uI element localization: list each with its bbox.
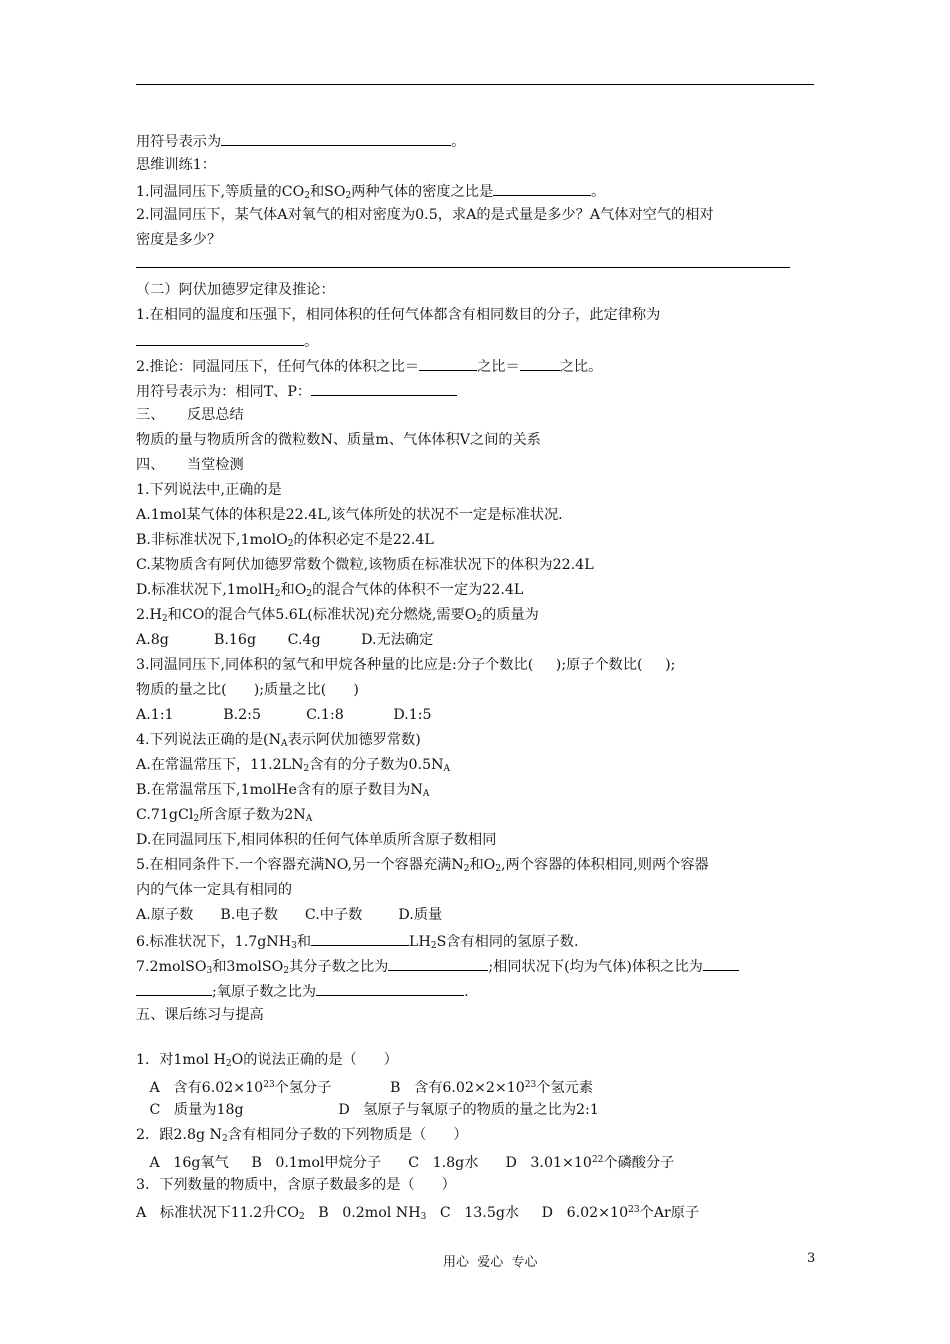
answer-blank[interactable]: [311, 930, 409, 946]
text-line: 用符号表示为 。: [136, 130, 465, 152]
text-line: 1.同温同压下,等质量的$CO_2$和$SO_2$两种气体的密度之比是 。: [136, 180, 605, 206]
page-number: 3: [807, 1251, 816, 1266]
question: 5.在相同条件下.一个容器充满NO,另一个容器充满$N_2$和$O_2$,两个容器的体积相同,则两个容器: [136, 857, 709, 874]
option: A.1mol某气体的体积是22.4L,该气体所处的状况不一定是标准状况.: [136, 507, 563, 523]
answer-blank[interactable]: [419, 355, 477, 371]
question: 4.下列说法正确的是($N_A$表示阿伏加德罗常数): [136, 732, 421, 749]
question: 1.下列说法中,正确的是: [136, 482, 282, 498]
option: D.在同温同压下,相同体积的任何气体单质所含原子数相同: [136, 832, 497, 848]
answer-blank[interactable]: [388, 955, 488, 971]
answer-blank[interactable]: [311, 380, 457, 396]
option: A.8g B.16g C.4g D.无法确定: [136, 632, 434, 648]
answer-blank[interactable]: [136, 980, 212, 996]
footer-motto: 用心 爱心 专心: [443, 1255, 538, 1270]
option: C 质量为18g D 氢原子与氧原子的物质的量之比为2:1: [136, 1102, 599, 1118]
section-heading: 三、 反思总结: [136, 407, 244, 423]
answer-blank[interactable]: [316, 980, 464, 996]
answer-blank[interactable]: [520, 355, 560, 371]
question: $2.H_2$和CO的混合气体5.6L(标准状况)充分燃烧,需要$O_2$的质量为: [136, 607, 539, 624]
text-line: 密度是多少？: [136, 232, 222, 248]
option: A 含有$6.02\times 10^{23}$个氢分子 B 含有$6.02\times 2\times 10^{23}$个氢元素: [136, 1080, 594, 1096]
option: A.在常温常压下，$11.2LN_2$含有的分子数为$0.5N_A$: [136, 757, 451, 774]
question: 物质的量之比( );质量之比( ): [136, 682, 359, 698]
question: 3．下列数量的物质中，含原子数最多的是（ ）: [136, 1177, 456, 1193]
answer-blank[interactable]: [136, 330, 304, 346]
text-line: 用符号表示为：相同T、P：: [136, 380, 457, 402]
option: A.1:1 B.2:5 C.1:8 D.1:5: [136, 707, 432, 723]
question: 1．对1mol $H_2O$的说法正确的是（ ）: [136, 1052, 398, 1069]
question: 2．跟2.8g $N_2$含有相同分子数的下列物质是（ ）: [136, 1127, 468, 1144]
answer-rule: [136, 267, 790, 268]
text-line: 2.推论：同温同压下，任何气体的体积之比＝ 之比＝ 之比。: [136, 355, 602, 377]
section-heading: 五、课后练习与提高: [136, 1007, 264, 1023]
option: B.非标准状况下,1molO$_2$的体积必定不是22.4L: [136, 532, 434, 549]
option: C.某物质含有阿伏加德罗常数个微粒,该物质在标准状况下的体积为22.4L: [136, 557, 594, 573]
option: A 16g氧气 B 0.1mol甲烷分子 C 1.8g水 D $3.01\times 10^{22}$个磷酸分子: [136, 1155, 675, 1171]
answer-blank[interactable]: [703, 955, 739, 971]
question: 7.2molSO$_3$和3molSO$_2$其分子数之比为 ;相同状况下(均为气体)体积之比为: [136, 955, 739, 981]
option: D.标准状况下,1molH$_2$和$O_2$的混合气体的体积不一定为22.4L: [136, 582, 524, 599]
text-line: 物质的量与物质所含的微粒数N、质量m、气体体积V之间的关系: [136, 432, 541, 448]
text-line: 1.在相同的温度和压强下，相同体积的任何气体都含有相同数目的分子，此定律称为: [136, 307, 661, 323]
question: 3.同温同压下,同体积的氢气和甲烷各种量的比应是:分子个数比( );原子个数比( );: [136, 657, 676, 673]
text-line: 。: [136, 330, 318, 352]
option: B.在常温常压下,1molHe含有的原子数目为$N_A$: [136, 782, 430, 799]
question: ;氧原子数之比为 .: [136, 980, 469, 1002]
option: A 标准状况下11.2升$CO_2$ B 0.2mol $NH_3$ C 13.5g水 D $6.02\times 10^{23}$个Ar原子: [136, 1205, 700, 1222]
text-line: 思维训练1：: [136, 157, 216, 173]
question: 6.标准状况下，1.7gNH$_3$和 $LH_2S$含有相同的氢原子数.: [136, 930, 578, 956]
option: A.原子数 B.电子数 C.中子数 D.质量: [136, 907, 443, 923]
answer-blank[interactable]: [493, 180, 591, 196]
section-heading: 四、 当堂检测: [136, 457, 244, 473]
option: C.71gCl$_2$所含原子数为$2N_A$: [136, 807, 313, 824]
header-rule: [136, 84, 814, 85]
section-heading: （二）阿伏加德罗定律及推论：: [136, 282, 335, 298]
answer-blank[interactable]: [221, 130, 451, 146]
text-line: 2.同温同压下，某气体A对氧气的相对密度为0.5，求A的是式量是多少？A气体对空气的相对: [136, 207, 714, 223]
question: 内的气体一定具有相同的: [136, 882, 293, 898]
